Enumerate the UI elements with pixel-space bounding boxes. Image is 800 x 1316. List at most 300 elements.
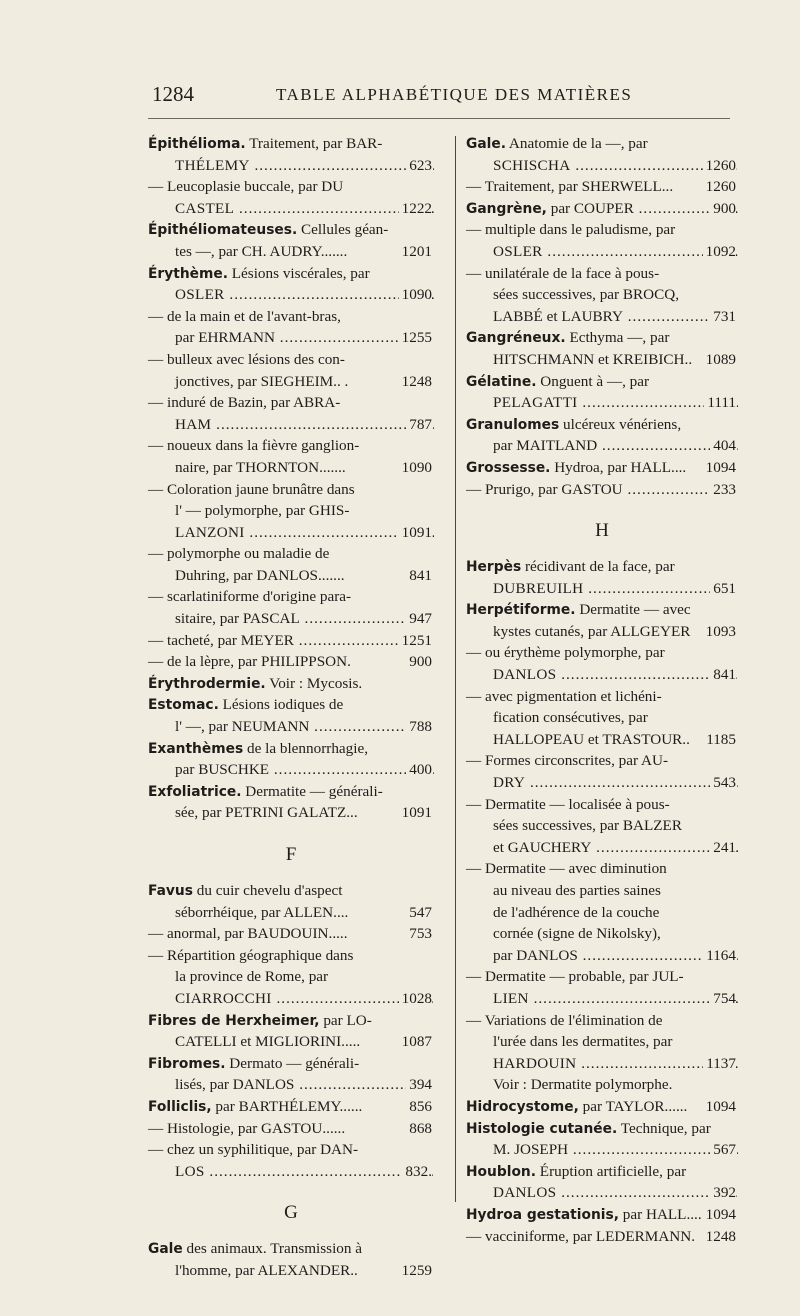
page-reference: 1090	[401, 458, 432, 476]
page-reference: 241	[710, 837, 736, 859]
index-line	[148, 802, 434, 824]
index-line	[466, 923, 738, 945]
index-line	[466, 1226, 738, 1248]
entry-text-group	[493, 286, 679, 303]
index-line	[148, 133, 434, 155]
entry-headword: Histologie cutanée.	[466, 1120, 618, 1137]
page-reference: 1260	[705, 178, 736, 196]
index-line	[148, 306, 434, 328]
entry-text-group	[493, 666, 738, 683]
index-line	[148, 923, 434, 945]
entry-text-group	[175, 459, 346, 476]
entry-text-group	[493, 925, 661, 942]
entry-text: Lésions iodiques de	[218, 696, 344, 714]
entry-text-group	[175, 502, 349, 519]
entry-text-group	[466, 1206, 702, 1223]
entry-text-group	[148, 588, 351, 605]
page-number: 1284	[152, 82, 194, 106]
index-line	[466, 858, 738, 880]
entry-text-group	[148, 653, 351, 670]
entry-text: — induré de Bazin, par ABRA-	[148, 394, 341, 412]
entry-text-group	[175, 990, 434, 1007]
left-index-column	[148, 133, 434, 1282]
entry-text-group	[148, 947, 353, 964]
index-line	[466, 772, 738, 794]
index-line	[466, 435, 738, 457]
index-line	[466, 306, 738, 328]
section-letter: H	[595, 520, 609, 542]
entry-text: — anormal, par BAUDOUIN.....	[148, 925, 348, 943]
entry-text-group	[466, 1012, 662, 1029]
page-reference: 400	[406, 759, 432, 781]
entry-text: — Coloration jaune brunâtre dans	[148, 480, 355, 498]
entry-text: ulcéreux vénériens,	[559, 415, 682, 433]
entry-text-group	[148, 675, 362, 692]
page-reference: 832.	[402, 1161, 432, 1183]
entry-text: Ecthyma —, par	[565, 329, 670, 347]
index-line	[466, 556, 738, 578]
page-reference: 1091	[399, 522, 432, 544]
entry-text-group	[466, 459, 686, 476]
page-reference: 1137	[703, 1053, 736, 1075]
page-reference: 543	[710, 772, 736, 794]
index-line	[148, 1139, 434, 1161]
index-line	[466, 880, 738, 902]
entry-text-group	[175, 373, 348, 390]
entry-text: PELAGATTI	[493, 394, 578, 412]
entry-headword: Épithélioma.	[148, 136, 246, 152]
page-reference: 1089	[705, 350, 736, 368]
entry-text: OSLER	[493, 242, 543, 260]
entry-text: M. JOSEPH	[493, 1141, 569, 1159]
index-line	[148, 414, 434, 436]
entry-text: DRY	[493, 774, 526, 792]
entry-text-group	[175, 416, 434, 433]
page-reference: 567	[710, 1139, 736, 1161]
index-line	[148, 738, 434, 760]
index-line	[148, 176, 434, 198]
entry-text-group	[148, 882, 342, 899]
entry-text: la province de Rome, par	[175, 968, 329, 986]
entry-text-group	[493, 817, 682, 834]
index-line	[148, 630, 434, 652]
entry-text-group	[493, 904, 659, 921]
entry-text: CIARROCCHI	[175, 989, 272, 1007]
entry-text: sitaire, par PASCAL	[175, 610, 300, 628]
page-reference: 1248	[705, 1227, 736, 1245]
index-line	[466, 392, 738, 414]
entry-text-group	[466, 1120, 711, 1137]
entry-text: cornée (signe de Nikolsky),	[493, 925, 661, 943]
entry-text-group	[148, 1098, 362, 1115]
entry-text-group	[493, 157, 738, 174]
index-line	[148, 651, 434, 673]
index-line	[148, 1010, 434, 1032]
entry-text: — Variations de l'élimination de	[466, 1011, 663, 1029]
entry-text: des animaux. Transmission à	[182, 1240, 363, 1258]
entry-headword: Épithéliomateuses.	[148, 222, 298, 239]
entry-headword: Gale.	[466, 136, 506, 152]
entry-text-group	[175, 200, 434, 217]
entry-text-group	[493, 990, 738, 1007]
entry-text: tes —, par CH. AUDRY.......	[175, 242, 348, 260]
index-line	[148, 608, 434, 630]
entry-text: THÉLEMY	[175, 156, 250, 174]
right-index-column	[466, 133, 738, 1247]
index-line	[148, 1260, 434, 1282]
page-reference: 1090	[399, 284, 432, 306]
entry-text: de l'adhérence de la couche	[493, 903, 660, 921]
page-reference: 1259	[401, 1261, 432, 1279]
index-line	[148, 457, 434, 479]
index-line	[148, 198, 434, 220]
page-reference: 1185	[706, 730, 736, 748]
page-reference: 947	[406, 608, 432, 630]
entry-headword: Exanthèmes	[148, 740, 244, 757]
entry-text-group	[175, 1262, 358, 1279]
entry-text: HAM	[175, 415, 212, 433]
page-reference: 1094	[705, 1205, 736, 1223]
page-reference: 1164	[703, 945, 736, 967]
entry-text: — Répartition géographique dans	[148, 946, 354, 964]
entry-text-group	[466, 644, 665, 661]
entry-text: LOS	[175, 1162, 205, 1180]
entry-text-group	[466, 688, 662, 705]
index-line	[466, 198, 738, 220]
index-line	[466, 750, 738, 772]
entry-text-group	[493, 351, 692, 368]
index-line	[466, 599, 738, 621]
entry-text-group	[175, 718, 434, 735]
index-line	[466, 349, 738, 371]
index-line	[466, 1118, 738, 1140]
entry-headword: Herpès	[466, 559, 522, 576]
entry-text-group	[175, 524, 434, 541]
entry-text: — Histologie, par GASTOU......	[148, 1119, 346, 1137]
entry-text-group	[466, 200, 738, 217]
page-reference: 1092	[703, 241, 736, 263]
entry-text-group	[493, 947, 738, 964]
entry-text: Dermatite — avec	[575, 601, 691, 619]
index-line	[466, 414, 738, 436]
entry-text: — Leucoplasie buccale, par DU	[148, 178, 344, 196]
index-line	[466, 988, 738, 1010]
index-line	[466, 1204, 738, 1226]
entry-text-group	[148, 394, 340, 411]
entry-text: par MAITLAND	[493, 437, 598, 455]
entry-text: LABBÉ et LAUBRY	[493, 307, 623, 325]
page-reference: 754	[710, 988, 736, 1010]
page-reference: 651	[710, 578, 736, 600]
entry-text: LANZONI	[175, 523, 245, 541]
page-reference: 1255	[399, 327, 432, 349]
column-divider	[455, 136, 456, 1202]
entry-headword: Fibromes.	[148, 1055, 226, 1072]
entry-text: par COUPER	[546, 199, 634, 217]
entry-text-group	[466, 752, 668, 769]
entry-text-group	[148, 437, 359, 454]
entry-text: par TAYLOR......	[578, 1097, 688, 1115]
entry-text-group	[493, 394, 738, 411]
entry-text: récidivant de la face, par	[521, 558, 675, 576]
entry-text: Onguent à —, par	[536, 372, 650, 390]
entry-headword: Érythrodermie.	[148, 675, 266, 692]
entry-text-group	[466, 221, 675, 238]
page-reference: 547	[409, 903, 432, 921]
index-line	[148, 759, 434, 781]
entry-text: par BARTHÉLEMY......	[211, 1097, 363, 1115]
entry-text: — Prurigo, par GASTOU	[466, 480, 623, 498]
index-line	[466, 241, 738, 263]
entry-text-group	[148, 1141, 358, 1158]
entry-text-group	[466, 416, 681, 433]
index-line	[148, 155, 434, 177]
index-line	[466, 1010, 738, 1032]
entry-text: — de la lèpre, par PHILIPPSON.	[148, 653, 351, 671]
index-line	[466, 1031, 738, 1053]
index-line	[148, 263, 434, 285]
page-reference: 1094	[705, 458, 736, 476]
entry-text-group	[148, 221, 388, 238]
entry-text: du cuir chevelu d'aspect	[192, 882, 343, 899]
index-line	[466, 686, 738, 708]
entry-text: Cellules géan-	[297, 221, 389, 239]
entry-text: naire, par THORNTON.......	[175, 458, 346, 476]
page-reference: 1028	[399, 988, 432, 1010]
entry-text: Hydroa, par HALL....	[550, 458, 687, 476]
entry-text-group	[148, 265, 370, 282]
entry-text: au niveau des parties saines	[493, 882, 661, 899]
index-line	[466, 1053, 738, 1075]
page-reference: 1111	[704, 392, 736, 414]
entry-text: — ou érythème polymorphe, par	[466, 644, 665, 662]
entry-text: CATELLI et MIGLIORINI.....	[175, 1033, 361, 1051]
entry-text: — polymorphe ou maladie de	[148, 545, 330, 563]
entry-text-group	[466, 601, 691, 618]
entry-text: — bulleux avec lésions des con-	[148, 350, 345, 368]
entry-text-group	[148, 351, 345, 368]
entry-text-group	[493, 243, 738, 260]
page-reference: 1091	[401, 804, 432, 822]
entry-text: SCHISCHA	[493, 156, 571, 174]
entry-text: Traitement, par BAR-	[245, 135, 383, 152]
entry-text-group	[148, 1240, 362, 1257]
index-line	[466, 133, 738, 155]
index-line	[466, 642, 738, 664]
entry-headword: Gangrène,	[466, 200, 547, 217]
index-line	[148, 1161, 434, 1183]
entry-text-group	[175, 567, 345, 584]
index-line	[148, 1031, 434, 1053]
index-line	[466, 176, 738, 198]
entry-text: DUBREUILH	[493, 579, 584, 597]
entry-text-group	[493, 580, 738, 597]
page-reference: 623	[406, 155, 432, 177]
page-reference: 900	[710, 198, 736, 220]
entry-text: CASTEL	[175, 199, 235, 217]
index-line	[466, 1139, 738, 1161]
entry-text-group	[175, 968, 328, 985]
entry-text-group	[175, 329, 434, 346]
page-reference: 1201	[401, 242, 432, 260]
entry-text-group	[148, 740, 368, 757]
page-reference: 841	[710, 664, 736, 686]
page-reference: 788	[406, 716, 432, 738]
entry-text-group	[493, 1184, 738, 1201]
index-line	[148, 880, 434, 902]
entry-text-group	[148, 925, 348, 942]
index-line	[466, 1074, 738, 1096]
entry-text-group	[493, 1055, 738, 1072]
entry-text: par EHRMANN	[175, 329, 275, 347]
index-line	[148, 988, 434, 1010]
entry-text: DANLOS	[493, 1184, 557, 1202]
entry-text-group	[148, 696, 343, 713]
entry-text: de la blennorrhagie,	[243, 739, 369, 757]
entry-headword: Favus	[148, 883, 193, 899]
entry-text-group	[493, 882, 661, 899]
index-line	[466, 945, 738, 967]
entry-text: — noueux dans la fièvre ganglion-	[148, 437, 360, 455]
entry-headword: Folliclis,	[148, 1098, 212, 1115]
header-rule	[148, 118, 730, 119]
entry-text: DANLOS	[493, 666, 557, 684]
entry-text: par LO-	[319, 1011, 372, 1029]
entry-text-group	[175, 1076, 434, 1093]
entry-text-group	[148, 1055, 359, 1072]
index-line	[466, 794, 738, 816]
page-reference: 753	[409, 925, 432, 943]
page-reference: 1260	[703, 155, 736, 177]
entry-headword: Érythème.	[148, 265, 228, 282]
index-line	[148, 966, 434, 988]
entry-text: — chez un syphilitique, par DAN-	[148, 1141, 359, 1159]
index-line	[466, 219, 738, 241]
entry-text: par DANLOS	[493, 946, 578, 964]
index-line	[148, 349, 434, 371]
section-letter: G	[284, 1202, 298, 1224]
entry-text-group	[148, 632, 434, 649]
entry-text-group	[175, 761, 434, 778]
entry-text-group	[466, 373, 649, 390]
entry-headword: Herpétiforme.	[466, 602, 576, 619]
entry-text-group	[148, 135, 382, 152]
entry-text: Technique, par	[617, 1119, 711, 1137]
running-title: TABLE ALPHABÉTIQUE DES MATIÈRES	[276, 85, 633, 104]
entry-text-group	[466, 1228, 695, 1245]
page-reference: 841	[409, 566, 432, 584]
entry-text-group	[493, 437, 738, 454]
index-line	[466, 664, 738, 686]
entry-text-group	[493, 308, 738, 325]
entry-headword: Fibres de Herxheimer,	[148, 1012, 320, 1029]
page-reference: 404	[710, 435, 736, 457]
index-line	[148, 543, 434, 565]
entry-headword: Exfoliatrice.	[148, 783, 242, 800]
page-reference: 1093	[705, 622, 736, 640]
entry-headword: Gangréneux.	[466, 330, 566, 347]
entry-text: — multiple dans le paludisme, par	[466, 221, 676, 239]
entry-text-group	[175, 610, 434, 627]
entry-text-group	[148, 783, 383, 800]
entry-text-group	[175, 1163, 434, 1180]
entry-text-group	[175, 286, 434, 303]
entry-text: — Traitement, par SHERWELL...	[466, 178, 674, 196]
index-line	[148, 673, 434, 695]
index-line	[148, 371, 434, 393]
entry-text-group	[148, 1012, 372, 1029]
index-line	[148, 716, 434, 738]
index-line	[148, 1118, 434, 1140]
index-line	[148, 1053, 434, 1075]
entry-text: Éruption artificielle, par	[536, 1162, 687, 1180]
index-line	[466, 1182, 738, 1204]
entry-text-group	[493, 1033, 672, 1050]
entry-text: — tacheté, par MEYER	[148, 631, 294, 649]
entry-text-group	[466, 558, 675, 575]
entry-text: lisés, par DANLOS	[175, 1076, 295, 1094]
entry-text: — Dermatite — avec diminution	[466, 860, 667, 878]
index-line	[466, 966, 738, 988]
index-line	[148, 241, 434, 263]
entry-text: l'urée dans les dermatites, par	[493, 1033, 673, 1051]
page-reference: 856	[409, 1097, 432, 1115]
entry-text-group	[466, 481, 738, 498]
index-line	[148, 435, 434, 457]
entry-text-group	[466, 796, 670, 813]
index-line	[148, 284, 434, 306]
index-line	[148, 781, 434, 803]
index-line	[148, 565, 434, 587]
entry-text-group	[466, 1163, 686, 1180]
index-line	[466, 902, 738, 924]
section-letter: F	[285, 844, 297, 865]
index-line	[466, 327, 738, 349]
entry-text-group	[175, 1033, 360, 1050]
index-line	[466, 263, 738, 285]
entry-text: Duhring, par DANLOS.......	[175, 566, 345, 584]
index-line	[148, 586, 434, 608]
page-reference: 233	[710, 479, 736, 501]
page-reference: 868	[409, 1119, 432, 1137]
index-line	[148, 1238, 434, 1260]
entry-text: — scarlatiniforme d'origine para-	[148, 588, 352, 606]
index-line	[466, 284, 738, 306]
entry-text-group	[493, 839, 738, 856]
entry-text: Anatomie de la —, par	[505, 135, 648, 152]
index-line	[148, 392, 434, 414]
entry-text: jonctives, par SIEGHEIM.. .	[175, 372, 349, 390]
entry-text-group	[466, 265, 659, 282]
entry-text-group	[466, 968, 684, 985]
entry-text: sées successives, par BROCQ,	[493, 286, 680, 304]
index-line	[466, 578, 738, 600]
entry-text: — Dermatite — probable, par JUL-	[466, 968, 684, 986]
index-line	[148, 902, 434, 924]
entry-text-group	[175, 243, 347, 260]
entry-text: fication consécutives, par	[493, 709, 648, 727]
entry-text: par BUSCHKE	[175, 761, 270, 779]
entry-headword: Houblon.	[466, 1163, 536, 1180]
entry-text: l' —, par NEUMANN	[175, 718, 310, 736]
index-line	[148, 522, 434, 544]
entry-text: Dermato — générali-	[225, 1054, 360, 1072]
index-line	[148, 945, 434, 967]
entry-text-group	[148, 545, 329, 562]
index-line	[466, 707, 738, 729]
entry-text: HARDOUIN	[493, 1054, 577, 1072]
page-reference: 394	[406, 1074, 432, 1096]
